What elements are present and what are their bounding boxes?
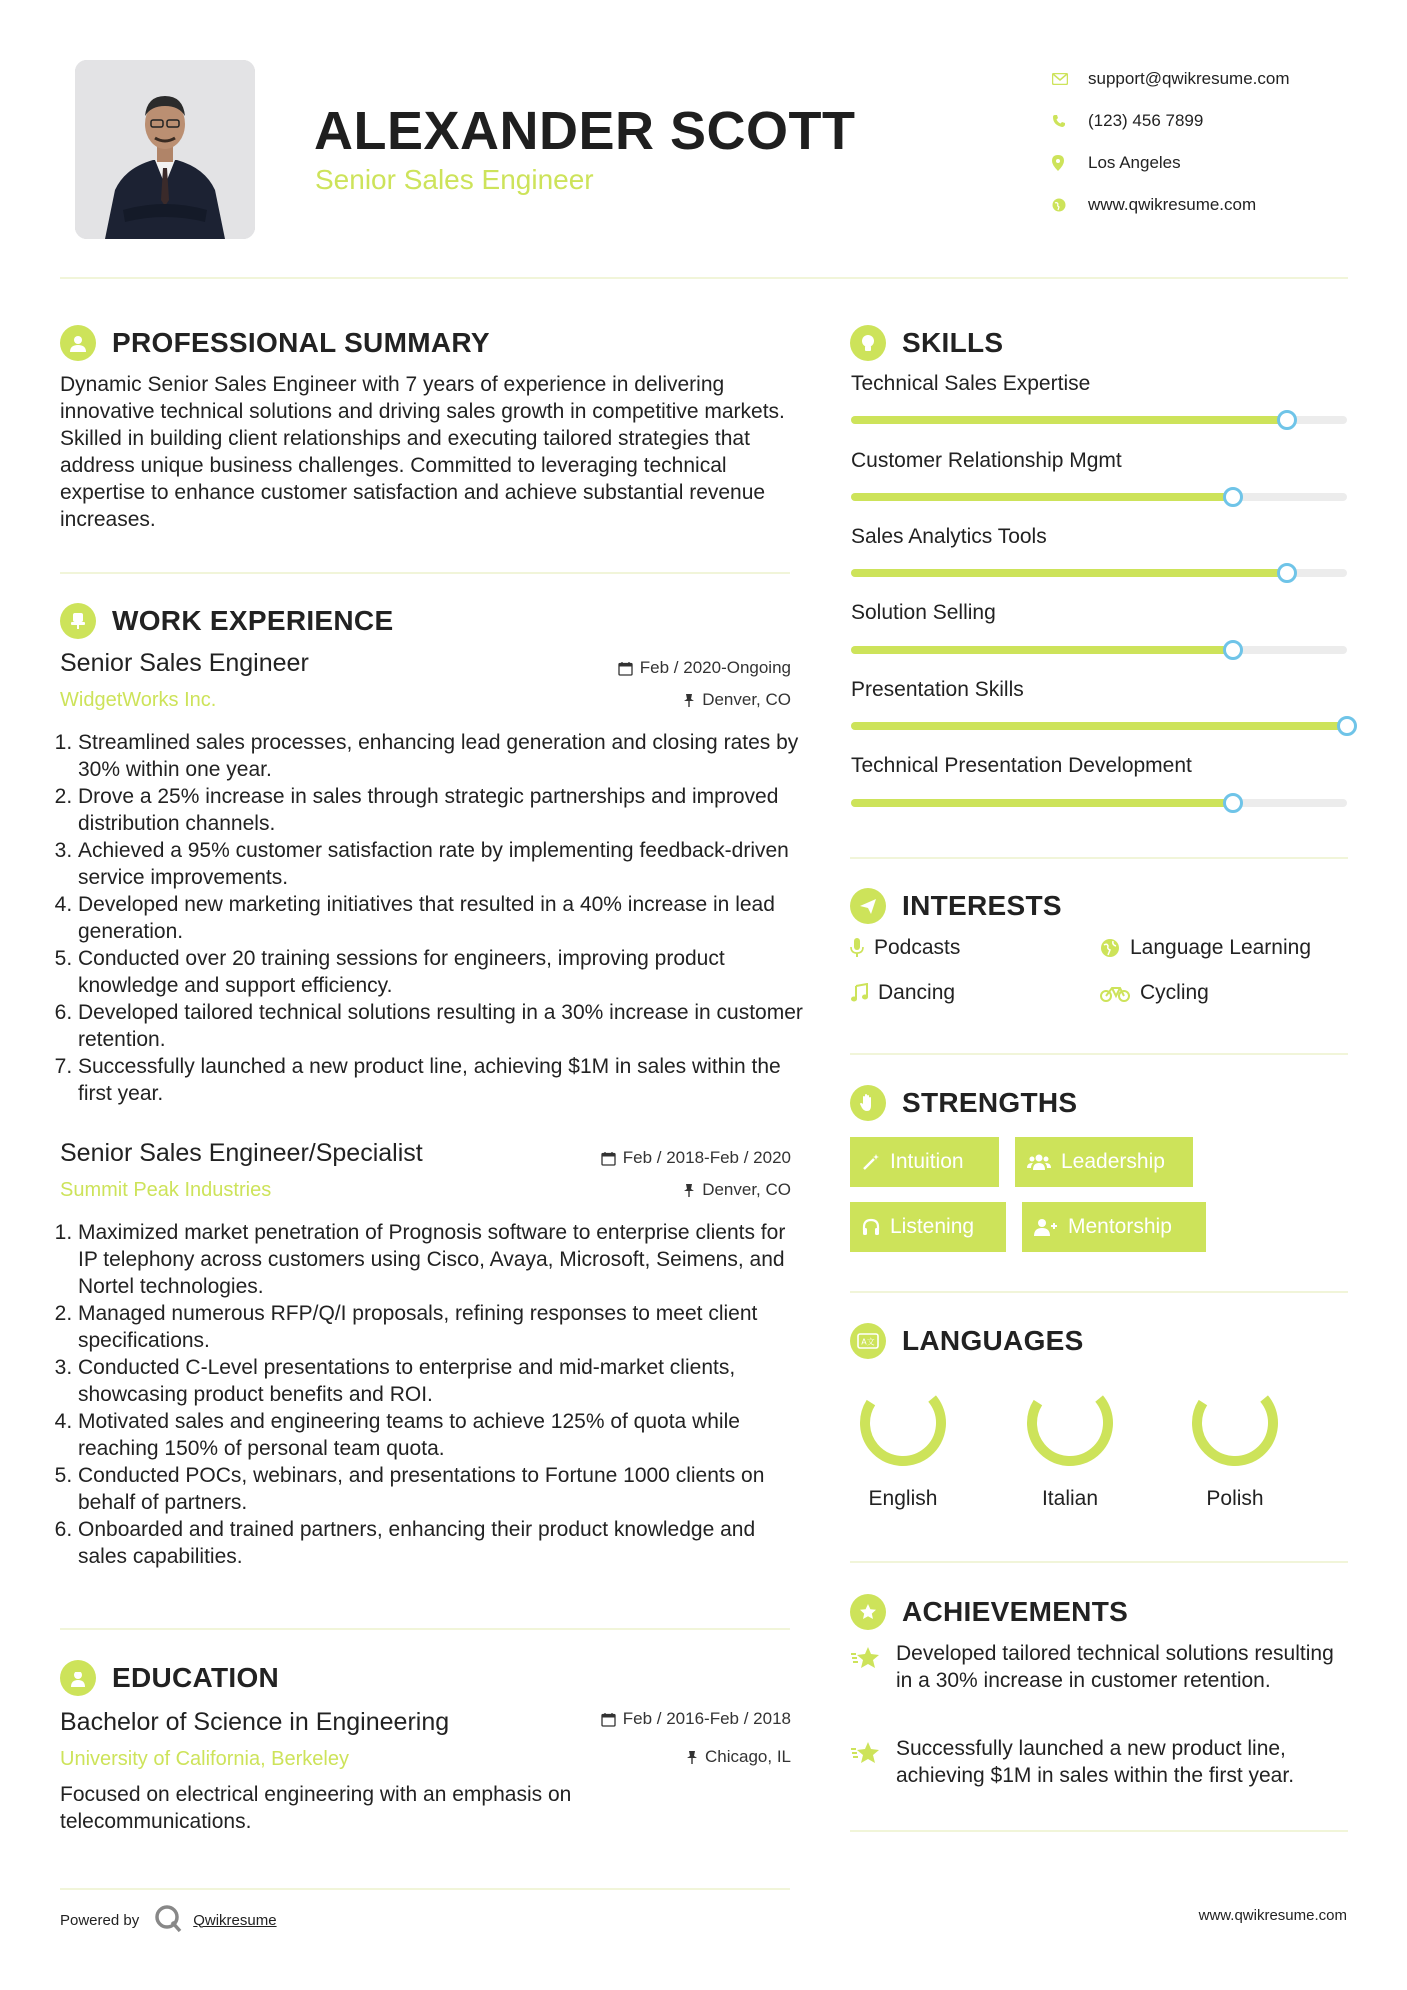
interest-item: Language Learning xyxy=(1100,936,1311,960)
user-plus-icon xyxy=(1034,1218,1058,1236)
language-item: Italian xyxy=(1005,1375,1135,1511)
skill-name: Technical Sales Expertise xyxy=(851,372,1091,395)
globe-icon xyxy=(1052,198,1088,212)
skill-bar-fill xyxy=(851,646,1233,654)
skill-bar xyxy=(851,646,1347,654)
profile-photo xyxy=(75,60,255,239)
skill-name: Solution Selling xyxy=(851,601,996,624)
skill-name: Sales Analytics Tools xyxy=(851,525,1047,548)
strength-chip: Intuition xyxy=(850,1137,999,1187)
skill-bar-knob xyxy=(1223,793,1243,813)
language-ring xyxy=(1187,1375,1283,1471)
skills-divider xyxy=(850,857,1348,859)
skill-bar-knob xyxy=(1337,716,1357,736)
language-ring xyxy=(1022,1375,1118,1471)
education-heading: EDUCATION xyxy=(60,1660,279,1696)
interest-item: Cycling xyxy=(1100,981,1209,1005)
calendar-icon xyxy=(601,1151,616,1166)
skill-name: Customer Relationship Mgmt xyxy=(851,449,1122,472)
experience-divider xyxy=(60,1628,790,1630)
achievement-item: Successfully launched a new product line, achieving $1M in sales within the first year. xyxy=(896,1737,1295,1787)
music-note-icon xyxy=(850,983,868,1003)
job-1-role: Senior Sales Engineer xyxy=(60,649,309,677)
list-item: 6. Onboarded and trained partners, enhancing their product knowledge and sales capabilities. xyxy=(78,1516,805,1570)
job-2-role: Senior Sales Engineer/Specialist xyxy=(60,1139,423,1167)
interest-item: Dancing xyxy=(850,981,955,1005)
user-icon xyxy=(60,325,96,361)
list-item: 5. Conducted over 20 training sessions for engineers, improving product knowledge and support efficiency. xyxy=(78,945,805,999)
skill-bar-knob xyxy=(1277,410,1297,430)
microphone-icon xyxy=(850,938,864,958)
pin-icon xyxy=(686,1750,698,1764)
education-degree: Bachelor of Science in Engineering xyxy=(60,1708,450,1736)
summary-text: Dynamic Senior Sales Engineer with 7 years of experience in delivering innovative technical solutions and driving sales growth in competitive markets. Skilled in building client relationships and executing tailored strategies that address unique business challenges. Committed to leveraging technical expertise to enhance customer satisfaction and achieve substantial revenue increases. xyxy=(60,373,785,531)
experience-heading: WORK EXPERIENCE xyxy=(60,603,393,639)
summary-divider xyxy=(60,572,790,574)
strength-chip: Mentorship xyxy=(1022,1202,1206,1252)
list-item: 4. Motivated sales and engineering teams to achieve 125% of quota while reaching 150% of personal team quota. xyxy=(78,1408,805,1462)
candidate-name: ALEXANDER SCOTT xyxy=(314,101,856,161)
strength-chip: Listening xyxy=(850,1202,1006,1252)
star-badge-icon xyxy=(850,1594,886,1630)
strengths-heading: STRENGTHS xyxy=(850,1085,1077,1121)
pin-icon xyxy=(683,693,695,707)
language-ring-arc xyxy=(1187,1375,1283,1471)
education-school: University of California, Berkeley xyxy=(60,1748,349,1770)
candidate-title: Senior Sales Engineer xyxy=(315,164,594,195)
globe-icon xyxy=(1100,938,1120,958)
interests-heading: INTERESTS xyxy=(850,888,1062,924)
language-icon xyxy=(850,1323,886,1359)
skill-bar-fill xyxy=(851,722,1347,730)
list-item: 1. Streamlined sales processes, enhancing lead generation and closing rates by 30% within one year. xyxy=(78,729,805,783)
summary-heading: PROFESSIONAL SUMMARY xyxy=(60,325,490,361)
magic-wand-icon xyxy=(862,1153,880,1171)
contact-phone[interactable]: (123) 456 7899 xyxy=(1052,100,1372,142)
phone-icon xyxy=(1052,114,1088,128)
job-2-dates: Feb / 2018-Feb / 2020 xyxy=(520,1148,791,1168)
header-divider xyxy=(60,277,1348,279)
list-item: 6. Developed tailored technical solutions resulting in a 30% increase in customer retention. xyxy=(78,999,805,1053)
chair-icon xyxy=(60,603,96,639)
achievements-divider xyxy=(850,1830,1348,1832)
calendar-icon xyxy=(601,1712,616,1727)
list-item: 2. Drove a 25% increase in sales through strategic partnerships and improved distribution channels. xyxy=(78,783,805,837)
headphones-icon xyxy=(862,1218,880,1236)
skill-bar-knob xyxy=(1277,563,1297,583)
job-1-bullets xyxy=(55,729,805,1107)
job-1-location: Denver, CO xyxy=(520,690,791,710)
calendar-icon xyxy=(618,661,633,676)
job-1-company: WidgetWorks Inc. xyxy=(60,689,217,711)
skill-bar-knob xyxy=(1223,640,1243,660)
users-icon xyxy=(1027,1153,1051,1171)
svg-text:A文: A文 xyxy=(861,1337,875,1347)
qwikresume-link[interactable]: Qwikresume xyxy=(193,1911,277,1929)
hand-icon xyxy=(850,1085,886,1121)
skill-bar xyxy=(851,799,1347,807)
star-icon xyxy=(850,1646,880,1675)
skill-bar-fill xyxy=(851,799,1233,807)
strength-chip: Leadership xyxy=(1015,1137,1193,1187)
language-ring xyxy=(855,1375,951,1471)
languages-divider xyxy=(850,1561,1348,1563)
education-dates: Feb / 2016-Feb / 2018 xyxy=(520,1709,791,1729)
qwikresume-logo-icon xyxy=(153,1903,183,1937)
contact-location: Los Angeles xyxy=(1052,142,1372,184)
pin-icon xyxy=(683,1183,695,1197)
skill-bar-fill xyxy=(851,569,1287,577)
list-item: 3. Conducted C-Level presentations to enterprise and mid-market clients, showcasing product benefits and ROI. xyxy=(78,1354,805,1408)
lightbulb-icon xyxy=(850,325,886,361)
strengths-divider xyxy=(850,1291,1348,1293)
job-2-company: Summit Peak Industries xyxy=(60,1179,272,1201)
list-item: 2. Managed numerous RFP/Q/I proposals, refining responses to meet client specifications. xyxy=(78,1300,805,1354)
interest-item: Podcasts xyxy=(850,936,960,960)
achievements-heading: ACHIEVEMENTS xyxy=(850,1594,1128,1630)
education-location: Chicago, IL xyxy=(520,1747,791,1767)
skill-name: Presentation Skills xyxy=(851,678,1024,701)
email-icon xyxy=(1052,73,1088,85)
footer-powered-by: Powered by Qwikresume xyxy=(60,1903,277,1937)
list-item: 4. Developed new marketing initiatives that resulted in a 40% increase in lead generation. xyxy=(78,891,805,945)
skill-bar-fill xyxy=(851,416,1287,424)
graduate-icon xyxy=(60,1660,96,1696)
interests-divider xyxy=(850,1053,1348,1055)
language-ring-arc xyxy=(1022,1375,1118,1471)
list-item: 3. Achieved a 95% customer satisfaction rate by implementing feedback-driven service improvements. xyxy=(78,837,805,891)
list-item: 7. Successfully launched a new product line, achieving $1M in sales within the first year. xyxy=(78,1053,805,1107)
paper-plane-icon xyxy=(850,888,886,924)
job-1-dates: Feb / 2020-Ongoing xyxy=(520,658,791,678)
bicycle-icon xyxy=(1100,984,1130,1002)
contact-list xyxy=(1052,58,1372,226)
location-icon xyxy=(1052,155,1088,171)
skill-bar xyxy=(851,493,1347,501)
skill-name: Technical Presentation Development xyxy=(851,754,1192,777)
job-2-bullets xyxy=(55,1219,805,1570)
list-item: 5. Conducted POCs, webinars, and presentations to Fortune 1000 clients on behalf of partners. xyxy=(78,1462,805,1516)
skill-bar-knob xyxy=(1223,487,1243,507)
contact-email[interactable]: support@qwikresume.com xyxy=(1052,58,1372,100)
star-icon xyxy=(850,1741,880,1770)
achievement-item: Developed tailored technical solutions resulting in a 30% increase in customer retention. xyxy=(896,1642,1334,1692)
list-item: 1. Maximized market penetration of Prognosis software to enterprise clients for IP telephony across customers using Cisco, Avaya, Microsoft, Seimens, and Nortel technologies. xyxy=(78,1219,805,1300)
job-2-location: Denver, CO xyxy=(520,1180,791,1200)
education-description: Focused on electrical engineering with an emphasis on telecommunications. xyxy=(60,1783,572,1833)
footer-divider xyxy=(60,1888,790,1890)
footer-website[interactable]: www.qwikresume.com xyxy=(1198,1907,1347,1924)
language-ring-arc xyxy=(855,1375,951,1471)
language-item: English xyxy=(838,1375,968,1511)
skill-bar xyxy=(851,569,1347,577)
skill-bar-fill xyxy=(851,493,1233,501)
skill-bar xyxy=(851,722,1347,730)
skill-bar xyxy=(851,416,1347,424)
skills-heading: SKILLS xyxy=(850,325,1003,361)
language-item: Polish xyxy=(1170,1375,1300,1511)
contact-website[interactable]: www.qwikresume.com xyxy=(1052,184,1372,226)
languages-heading: A文 LANGUAGES xyxy=(850,1323,1084,1359)
